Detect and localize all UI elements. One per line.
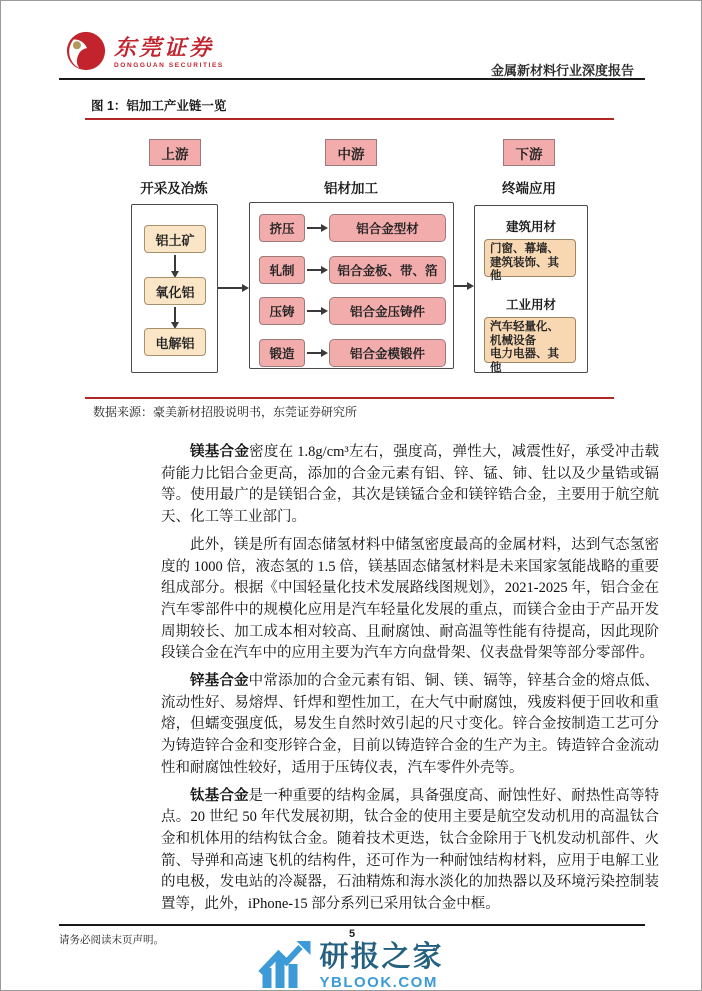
stage-upstream-sublabel: 开采及冶炼 [140, 181, 208, 196]
stage-midstream-sublabel: 铝材加工 [324, 181, 378, 196]
paragraph-lead: 钛基合金 [190, 787, 249, 804]
dongguan-securities-logo-icon [65, 30, 107, 77]
page-number: 5 [348, 928, 356, 940]
report-title: 金属新材料行业深度报告 [490, 63, 634, 78]
arrow-down-icon [174, 255, 176, 272]
construction-items-box [484, 239, 576, 282]
figure-source: 数据来源：豪美新材招股说明书，东莞证券研究所 [93, 405, 358, 419]
stage-downstream: 下游 [503, 139, 555, 166]
paragraph-body: 密度在 1.8g/cm³左右，强度高，弹性大，减震性好，承受冲击载荷能力比铝合金更高，添加的合金元素有铝、锌、锰、铈、钍以及少量锆或镉等。使用最广的是镁铝合金，其次是镁锰合金和镁锌锆合金，主要用于航空航天、化工等工业部门。 [161, 444, 659, 526]
product-sheet-strip-foil: 铝合金板、带、箔 [329, 256, 446, 284]
arrow-down-icon [174, 307, 176, 323]
figure-top-rule [85, 118, 614, 120]
watermark-en-text: YBLOOK.COM [319, 974, 438, 991]
stage-upstream: 上游 [149, 139, 201, 166]
arrow-right-icon [454, 285, 468, 287]
footer-disclaimer: 请务必阅读末页声明。 [59, 934, 164, 946]
footer-rule [59, 924, 645, 926]
industrial-items-line: 汽车轻量化、 [490, 321, 559, 333]
watermark [258, 939, 443, 991]
figure-caption: 图 1：铝加工产业链一览 [91, 99, 227, 113]
process-rolling: 轧制 [259, 256, 305, 284]
paragraph-magnesium-hydrogen [161, 535, 659, 665]
node-alumina: 氧化铝 [144, 277, 206, 305]
body-text [161, 442, 659, 922]
process-extrusion: 挤压 [259, 214, 305, 242]
paragraph-body: 中常添加的合金元素有铝、铜、镁、镉等，锌基合金的熔点低、流动性好、易熔焊、钎焊和塑性加工，在大气中耐腐蚀，残废料便于回收和重熔，但蠕变强度低，易发生自然时效引起的尺寸变化。锌合金按制造工艺可分为铸造锌合金和变形锌合金，目前以铸造锌合金的生产为主。铸造锌合金流动性和耐腐蚀性较好，适用于压铸仪表，汽车零件外壳等。 [161, 673, 660, 776]
figure-bottom-rule [85, 397, 614, 399]
company-logo [65, 30, 224, 77]
stage-downstream-sublabel: 终端应用 [502, 181, 556, 196]
paragraph-titanium-alloy [161, 786, 659, 916]
watermark-cn-text: 研报之家 [319, 941, 444, 973]
paragraph-zinc-alloy [161, 671, 659, 780]
construction-items-line: 门窗、幕墙、 [490, 243, 559, 255]
paragraph-body: 是一种重要的结构金属，具备强度高、耐蚀性好、耐热性高等特点。20 世纪 50 年代发展初期，钛合金的使用主要是航空发动机用的高温钛合金和机体用的结构钛合金。随着技术更迭，钛合金除用于飞机发动机部件、火箭、导弹和高速飞机的结构件，还可作为一种耐蚀结构材料，应用于电解工业的电极，发电站的冷凝器，石油精炼和海水淡化的加热器以及环境污染控制装置等，此外，iPhone-15 部分系列已采用钛合金中框。 [161, 787, 660, 913]
industrial-items-line: 电力电器、其他 [490, 348, 559, 374]
header-rule [59, 78, 645, 80]
arrow-right-icon [307, 310, 322, 312]
arrow-right-icon [307, 352, 322, 354]
industrial-items-box [484, 317, 576, 374]
product-forgings: 铝合金模锻件 [329, 339, 446, 367]
stage-midstream: 中游 [325, 139, 377, 166]
paragraph-lead: 锌基合金 [190, 673, 249, 690]
logo-en-text: DONGGUAN SECURITIES [114, 62, 224, 70]
arrow-right-icon [307, 269, 322, 271]
industrial-items-line: 机械设备 [490, 334, 536, 347]
paragraph-lead: 镁基合金 [190, 444, 250, 460]
watermark-chart-icon [258, 939, 312, 991]
construction-items-line: 建筑装饰、其他 [490, 256, 559, 282]
arrow-right-icon [307, 227, 322, 229]
arrow-right-icon [218, 287, 243, 289]
paragraph-body: 此外，镁是所有固态储氢材料中储氢密度最高的金属材料，达到气态氢密度的 1000 倍，液态氢的 1.5 倍，镁基固态储氢材料是未来国家氢能战略的重要组成部分。根据《中国轻量化技术发展路线图规划》，2021-2025 年，铝合金在汽车零部件中的规模化应用是汽车轻量化发展的重点，而镁合金由于产品开发周期较长、加工成本相对较高、且耐腐蚀、耐高温等性能有待提高，因此现阶段镁合金在汽车中的应用主要为汽车方向盘骨架、仪表盘骨架等部分零部件。 [161, 536, 659, 662]
paragraph-magnesium-alloy [161, 442, 659, 529]
node-electrolytic-aluminum: 电解铝 [144, 328, 206, 356]
product-die-castings: 铝合金压铸件 [329, 297, 446, 325]
heading-construction: 建筑用材 [505, 220, 556, 234]
process-die-casting: 压铸 [259, 297, 305, 325]
node-bauxite: 铝土矿 [144, 225, 206, 253]
process-forging: 锻造 [259, 339, 305, 367]
heading-industrial: 工业用材 [505, 298, 556, 312]
product-profiles: 铝合金型材 [329, 214, 446, 242]
logo-cn-text: 东莞证券 [114, 35, 215, 61]
